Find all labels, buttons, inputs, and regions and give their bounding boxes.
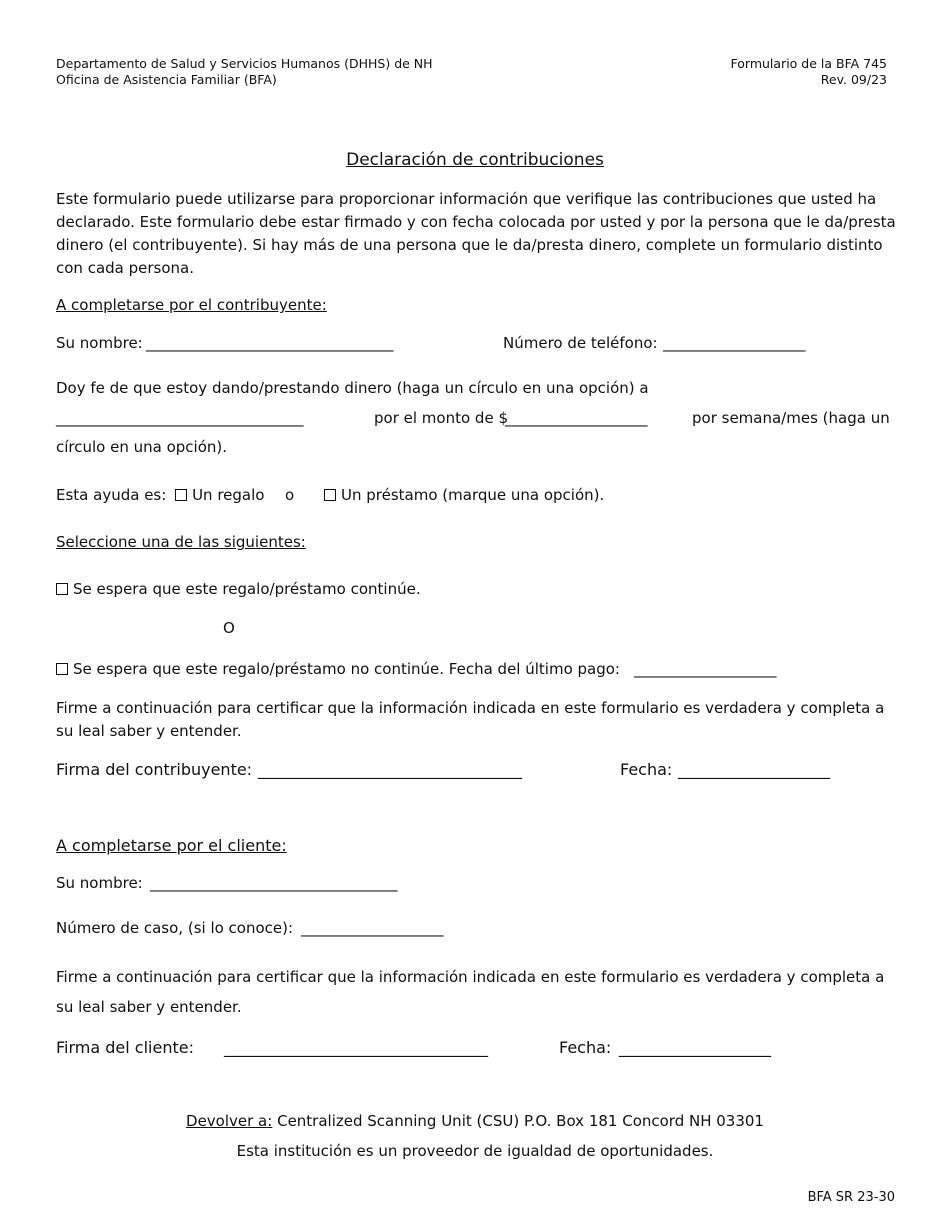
amount-label: por el monto de $ bbox=[374, 409, 508, 427]
case-number-label: Número de caso, (si lo conoce): bbox=[56, 919, 294, 937]
client-signature-field[interactable]: _________________________________ bbox=[224, 1038, 488, 1057]
contributor-date-field[interactable]: ___________________ bbox=[678, 760, 830, 779]
loan-option bbox=[324, 484, 604, 507]
return-address: Centralized Scanning Unit (CSU) P.O. Box 181 Concord NH 03301 bbox=[277, 1112, 764, 1130]
contributor-date-label: Fecha: bbox=[620, 760, 673, 779]
client-name-field[interactable]: _________________________________ bbox=[150, 874, 398, 892]
form-code: BFA SR 23-30 bbox=[807, 1190, 895, 1205]
client-name-label: Su nombre: bbox=[56, 874, 143, 892]
stop-option-label: Se espera que este regalo/préstamo no continúe. Fecha del último pago: bbox=[73, 660, 620, 678]
continue-checkbox[interactable] bbox=[56, 583, 68, 595]
contributor-phone-field[interactable]: ___________________ bbox=[663, 334, 806, 352]
case-number-field[interactable]: ___________________ bbox=[301, 919, 444, 937]
contributor-phone-label: Número de teléfono: bbox=[503, 334, 658, 352]
or-separator-large: O bbox=[223, 619, 235, 637]
select-heading: Seleccione una de las siguientes: bbox=[56, 533, 306, 551]
last-payment-date-field[interactable]: ___________________ bbox=[634, 660, 777, 678]
stop-option bbox=[56, 658, 620, 681]
return-address-line bbox=[0, 1110, 950, 1133]
client-date-field[interactable]: ___________________ bbox=[619, 1038, 771, 1057]
period-text: por semana/mes (haga un bbox=[692, 409, 890, 427]
contributor-section-heading: A completarse por el contribuyente: bbox=[56, 296, 327, 314]
client-signature-label: Firma del cliente: bbox=[56, 1038, 194, 1057]
contributor-signature-label: Firma del contribuyente: bbox=[56, 760, 253, 779]
or-separator: o bbox=[285, 486, 295, 504]
client-section-heading: A completarse por el cliente: bbox=[56, 836, 287, 855]
intro-paragraph: Este formulario puede utilizarse para proporcionar información que verifique las contribuciones que usted ha declarado. Este formulario debe estar firmado y con fecha colocada por usted y por la persona que le da/presta dinero (el contribuyente). Si hay más de una persona que le da/presta dinero, complete un formulario distinto con cada persona. bbox=[56, 190, 896, 277]
period-text-continued: círculo en una opción). bbox=[56, 438, 228, 456]
help-type-row bbox=[56, 484, 264, 507]
help-type-label: Esta ayuda es: bbox=[56, 486, 167, 504]
form-revision: Rev. 09/23 bbox=[820, 72, 887, 87]
agency-name: Departamento de Salud y Servicios Humanos (DHHS) de NH bbox=[56, 56, 433, 71]
office-name: Oficina de Asistencia Familiar (BFA) bbox=[56, 72, 277, 87]
stop-checkbox[interactable] bbox=[56, 663, 68, 675]
continue-option bbox=[56, 578, 421, 601]
continue-option-label: Se espera que este regalo/préstamo continúe. bbox=[73, 580, 421, 598]
return-label: Devolver a: bbox=[186, 1112, 273, 1130]
contributor-signature-field[interactable]: _________________________________ bbox=[258, 760, 522, 779]
recipient-field[interactable]: _________________________________ bbox=[56, 409, 304, 427]
loan-checkbox[interactable] bbox=[324, 489, 336, 501]
equal-opportunity-statement: Esta institución es un proveedor de igualdad de oportunidades. bbox=[236, 1142, 714, 1160]
client-certification: Firme a continuación para certificar que la información indicada en este formulario es verdadera y completa a su leal saber y entender. bbox=[56, 968, 885, 1016]
contributor-name-label: Su nombre: bbox=[56, 334, 143, 352]
attestation-text: Doy fe de que estoy dando/prestando dinero (haga un círculo en una opción) a bbox=[56, 379, 649, 397]
amount-field[interactable]: ___________________ bbox=[505, 409, 648, 427]
page-title: Declaración de contribuciones bbox=[346, 150, 604, 170]
contributor-name-field[interactable]: _________________________________ bbox=[146, 334, 394, 352]
form-number: Formulario de la BFA 745 bbox=[730, 56, 887, 71]
loan-option-label: Un préstamo (marque una opción). bbox=[341, 486, 605, 504]
gift-option-label: Un regalo bbox=[192, 486, 265, 504]
contributor-certification: Firme a continuación para certificar que la información indicada en este formulario es verdadera y completa a su leal saber y entender. bbox=[56, 699, 885, 740]
gift-checkbox[interactable] bbox=[175, 489, 187, 501]
client-date-label: Fecha: bbox=[559, 1038, 612, 1057]
